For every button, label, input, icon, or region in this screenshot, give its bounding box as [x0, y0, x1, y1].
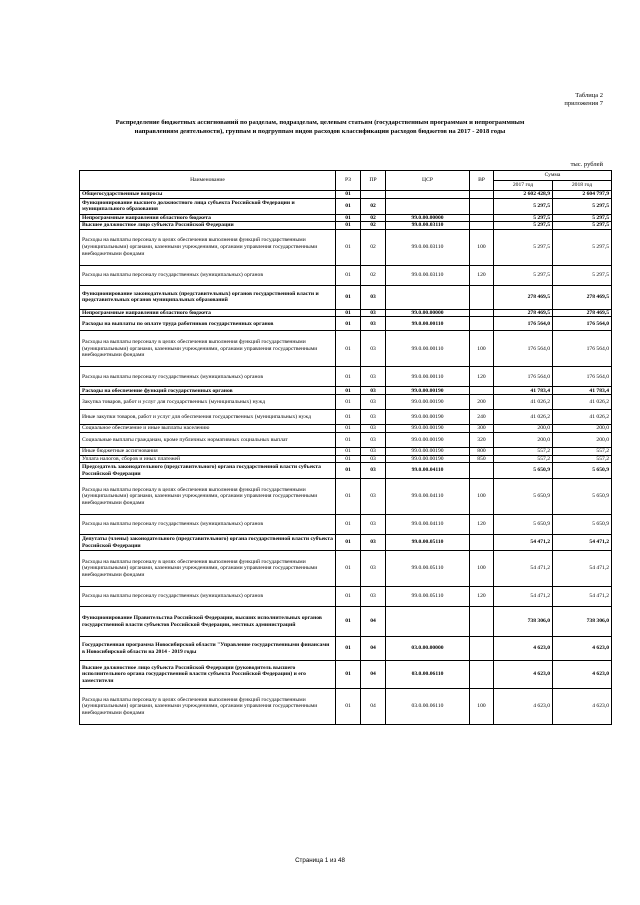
- cell-rz: 01: [336, 515, 361, 535]
- cell-vr: 120: [470, 367, 494, 387]
- cell-rz: 01: [336, 285, 361, 309]
- cell-y1: 738 306,0: [494, 607, 553, 637]
- cell-y2: 557,2: [553, 447, 612, 455]
- cell-csr: 99.0.00.00190: [386, 432, 470, 447]
- table-row: [80, 265, 612, 285]
- cell-vr: 300: [470, 425, 494, 433]
- cell-name: Высшее должностное лицо субъекта Российской Федерации: [80, 222, 336, 230]
- cell-y1: 5 297,5: [494, 229, 553, 265]
- cell-rz: 01: [336, 689, 361, 725]
- cell-name: Непрограммные направления областного бюджета: [80, 214, 336, 222]
- table-row: [80, 535, 612, 551]
- cell-rz: 01: [336, 214, 361, 222]
- cell-vr: [470, 309, 494, 317]
- table-row: [80, 479, 612, 515]
- table-row: [80, 395, 612, 410]
- col-header-2018: 2018 год: [553, 181, 612, 191]
- cell-csr: 99.0.00.05110: [386, 551, 470, 587]
- cell-y2: 4 623,0: [553, 637, 612, 661]
- cell-vr: [470, 191, 494, 199]
- cell-pr: 02: [361, 222, 386, 230]
- cell-csr: 99.0.00.00190: [386, 425, 470, 433]
- cell-y2: 176 564,0: [553, 331, 612, 367]
- cell-csr: 99.0.00.00190: [386, 387, 470, 395]
- cell-rz: 01: [336, 425, 361, 433]
- cell-rz: 01: [336, 447, 361, 455]
- cell-rz: 01: [336, 387, 361, 395]
- table-row: [80, 214, 612, 222]
- cell-y1: 4 623,0: [494, 637, 553, 661]
- cell-y1: 54 471,2: [494, 587, 553, 607]
- cell-rz: 01: [336, 265, 361, 285]
- cell-pr: 03: [361, 395, 386, 410]
- cell-name: Закупка товаров, работ и услуг для государственных (муниципальных) нужд: [80, 395, 336, 410]
- cell-vr: 100: [470, 689, 494, 725]
- cell-csr: 99.0.00.00110: [386, 367, 470, 387]
- cell-y2: 5 297,5: [553, 198, 612, 214]
- table-row: [80, 551, 612, 587]
- cell-csr: 99.0.00.05110: [386, 535, 470, 551]
- cell-pr: 02: [361, 198, 386, 214]
- cell-vr: [470, 214, 494, 222]
- cell-vr: 120: [470, 515, 494, 535]
- cell-y1: 200,0: [494, 425, 553, 433]
- cell-name: Расходы на выплаты персоналу в целях обеспечения выполнения функций государственными (муниципальными) органами, казенными учреждениями, органами управления государственными внебюджетными фондами: [80, 689, 336, 725]
- table-body: [80, 191, 612, 725]
- cell-y2: 41 026,2: [553, 395, 612, 410]
- cell-csr: 03.0.00.00000: [386, 637, 470, 661]
- cell-vr: 240: [470, 410, 494, 425]
- cell-y1: 5 297,5: [494, 214, 553, 222]
- cell-rz: 01: [336, 551, 361, 587]
- cell-name: Расходы на выплаты персоналу в целях обеспечения выполнения функций государственными (муниципальными) органами, казенными учреждениями, органами управления государственными внебюджетными фондами: [80, 551, 336, 587]
- cell-y2: 5 297,5: [553, 222, 612, 230]
- cell-csr: 99.0.00.04110: [386, 479, 470, 515]
- cell-y2: 5 297,5: [553, 214, 612, 222]
- cell-rz: 01: [336, 463, 361, 479]
- cell-pr: 03: [361, 535, 386, 551]
- cell-pr: 04: [361, 607, 386, 637]
- table-row: [80, 432, 612, 447]
- cell-name: Расходы на выплаты персоналу государственных (муниципальных) органов: [80, 367, 336, 387]
- cell-name: Высшее должностное лицо субъекта Российской Федерации (руководитель высшего исполнительного органа государственной власти субъекта Российской Федерации) и его заместители: [80, 661, 336, 689]
- cell-pr: 03: [361, 432, 386, 447]
- cell-y2: 176 564,0: [553, 367, 612, 387]
- cell-pr: [361, 191, 386, 199]
- cell-vr: 100: [470, 331, 494, 367]
- cell-y1: 5 297,5: [494, 265, 553, 285]
- cell-csr: 99.0.00.00190: [386, 455, 470, 463]
- cell-csr: 99.0.00.00000: [386, 309, 470, 317]
- cell-y1: 176 564,0: [494, 331, 553, 367]
- cell-y2: 4 623,0: [553, 661, 612, 689]
- cell-y2: 5 650,9: [553, 479, 612, 515]
- cell-name: Депутаты (члены) законодательного (представительного) органа государственной власти субъекта Российской Федерации: [80, 535, 336, 551]
- cell-vr: [470, 535, 494, 551]
- table-row: [80, 463, 612, 479]
- cell-vr: [470, 661, 494, 689]
- cell-y1: 557,2: [494, 455, 553, 463]
- units-label: тыс. рублей: [570, 161, 603, 168]
- cell-csr: 99.0.00.05110: [386, 587, 470, 607]
- cell-name: Расходы на выплаты персоналу в целях обеспечения выполнения функций государственными (муниципальными) органами, казенными учреждениями, органами управления государственными внебюджетными фондами: [80, 331, 336, 367]
- cell-pr: 03: [361, 425, 386, 433]
- cell-name: Расходы на выплаты персоналу государственных (муниципальных) органов: [80, 265, 336, 285]
- cell-y1: 5 650,9: [494, 479, 553, 515]
- table-row: [80, 317, 612, 331]
- col-header-2017: 2017 год: [494, 181, 553, 191]
- cell-y1: 5 650,9: [494, 515, 553, 535]
- cell-csr: [386, 198, 470, 214]
- cell-name: Функционирование Правительства Российской Федерации, высших исполнительных органов государственной власти субъектов Российской Федерации, местных администраций: [80, 607, 336, 637]
- cell-name: Расходы на выплаты персоналу государственных (муниципальных) органов: [80, 587, 336, 607]
- cell-name: Расходы на обеспечение функций государственных органов: [80, 387, 336, 395]
- cell-csr: 99.0.00.00110: [386, 317, 470, 331]
- cell-rz: 01: [336, 479, 361, 515]
- cell-csr: [386, 191, 470, 199]
- cell-y1: 54 471,2: [494, 551, 553, 587]
- cell-vr: 120: [470, 265, 494, 285]
- cell-csr: [386, 607, 470, 637]
- table-row: [80, 587, 612, 607]
- cell-y1: 278 469,5: [494, 309, 553, 317]
- cell-name: Уплата налогов, сборов и иных платежей: [80, 455, 336, 463]
- cell-pr: 03: [361, 447, 386, 455]
- cell-name: Функционирование высшего должностного лица субъекта Российской Федерации и муниципального образования: [80, 198, 336, 214]
- cell-pr: 03: [361, 387, 386, 395]
- table-row: [80, 455, 612, 463]
- cell-y1: 4 623,0: [494, 661, 553, 689]
- cell-pr: 02: [361, 214, 386, 222]
- cell-pr: 03: [361, 285, 386, 309]
- table-row: [80, 661, 612, 689]
- cell-y2: 176 564,0: [553, 317, 612, 331]
- cell-y1: 4 623,0: [494, 689, 553, 725]
- cell-csr: 99.0.00.00110: [386, 331, 470, 367]
- col-header-vr: ВР: [470, 171, 494, 191]
- cell-y2: 41 026,2: [553, 410, 612, 425]
- col-header-csr: ЦСР: [386, 171, 470, 191]
- col-header-pr: ПР: [361, 171, 386, 191]
- table-row: [80, 222, 612, 230]
- cell-y2: 2 604 797,9: [553, 191, 612, 199]
- table-row: [80, 425, 612, 433]
- cell-rz: 01: [336, 432, 361, 447]
- cell-name: Общегосударственные вопросы: [80, 191, 336, 199]
- cell-y1: 5 650,9: [494, 463, 553, 479]
- cell-rz: 01: [336, 410, 361, 425]
- cell-y1: 41 026,2: [494, 395, 553, 410]
- cell-csr: 99.0.00.00190: [386, 410, 470, 425]
- cell-y1: 278 469,5: [494, 285, 553, 309]
- cell-vr: 100: [470, 479, 494, 515]
- cell-rz: 01: [336, 395, 361, 410]
- cell-pr: 03: [361, 331, 386, 367]
- cell-name: Расходы на выплаты персоналу государственных (муниципальных) органов: [80, 515, 336, 535]
- table-row: [80, 229, 612, 265]
- cell-csr: 99.0.00.00190: [386, 395, 470, 410]
- cell-csr: 99.0.00.03110: [386, 222, 470, 230]
- cell-y1: 41 026,2: [494, 410, 553, 425]
- table-row: [80, 387, 612, 395]
- cell-pr: 04: [361, 689, 386, 725]
- table-row: [80, 309, 612, 317]
- cell-rz: 01: [336, 661, 361, 689]
- cell-csr: 03.0.00.06110: [386, 661, 470, 689]
- cell-rz: 01: [336, 222, 361, 230]
- cell-name: Иные бюджетные ассигнования: [80, 447, 336, 455]
- cell-vr: [470, 317, 494, 331]
- table-row: [80, 198, 612, 214]
- cell-vr: [470, 222, 494, 230]
- cell-vr: [470, 607, 494, 637]
- cell-y2: 5 650,9: [553, 463, 612, 479]
- cell-vr: [470, 285, 494, 309]
- page-number: Страница 1 из 48: [295, 857, 345, 864]
- cell-vr: 100: [470, 229, 494, 265]
- cell-pr: 04: [361, 661, 386, 689]
- cell-y2: 54 471,2: [553, 535, 612, 551]
- cell-y1: 5 297,5: [494, 198, 553, 214]
- cell-y2: 738 306,0: [553, 607, 612, 637]
- cell-vr: [470, 387, 494, 395]
- col-header-name: Наименование: [80, 171, 336, 191]
- cell-name: Расходы на выплаты персоналу в целях обеспечения выполнения функций государственными (муниципальными) органами, казенными учреждениями, органами управления государственными внебюджетными фондами: [80, 479, 336, 515]
- cell-y1: 54 471,2: [494, 535, 553, 551]
- cell-csr: 99.0.00.00190: [386, 447, 470, 455]
- cell-y2: 200,0: [553, 432, 612, 447]
- cell-y2: 5 650,9: [553, 515, 612, 535]
- cell-rz: 01: [336, 198, 361, 214]
- col-header-rz: РЗ: [336, 171, 361, 191]
- cell-name: Функционирование законодательных (представительных) органов государственной власти и представительных органов муниципальных образований: [80, 285, 336, 309]
- cell-csr: [386, 285, 470, 309]
- cell-vr: 850: [470, 455, 494, 463]
- cell-csr: 99.0.00.00000: [386, 214, 470, 222]
- cell-name: Председатель законодательного (представительного) органа государственной власти субъекта Российской Федерации: [80, 463, 336, 479]
- cell-y2: 5 297,5: [553, 229, 612, 265]
- table-row: [80, 689, 612, 725]
- cell-name: Непрограммные направления областного бюджета: [80, 309, 336, 317]
- cell-name: Расходы на выплаты по оплате труда работников государственных органов: [80, 317, 336, 331]
- cell-pr: 03: [361, 551, 386, 587]
- cell-vr: [470, 637, 494, 661]
- cell-name: Иные закупки товаров, работ и услуг для обеспечения государственных (муниципальных) нужд: [80, 410, 336, 425]
- table-row: [80, 447, 612, 455]
- col-header-sum: Сумма: [494, 171, 612, 181]
- cell-y1: 176 564,0: [494, 367, 553, 387]
- table-row: [80, 367, 612, 387]
- cell-vr: 100: [470, 551, 494, 587]
- cell-y2: 4 623,0: [553, 689, 612, 725]
- cell-csr: 03.0.00.06110: [386, 689, 470, 725]
- cell-name: Социальное обеспечение и иные выплаты населению: [80, 425, 336, 433]
- cell-pr: 02: [361, 229, 386, 265]
- cell-y2: 278 469,5: [553, 309, 612, 317]
- cell-csr: 99.0.00.04110: [386, 515, 470, 535]
- table-row: [80, 191, 612, 199]
- cell-csr: 99.0.00.03110: [386, 265, 470, 285]
- cell-rz: 01: [336, 637, 361, 661]
- cell-pr: 03: [361, 367, 386, 387]
- cell-rz: 01: [336, 309, 361, 317]
- cell-rz: 01: [336, 455, 361, 463]
- cell-pr: 03: [361, 587, 386, 607]
- cell-y2: 200,0: [553, 425, 612, 433]
- budget-table: [79, 170, 612, 725]
- cell-pr: 04: [361, 637, 386, 661]
- cell-name: Государственная программа Новосибирской области "Управление государственными финансами в Новосибирской области на 2014 - 2019 годы: [80, 637, 336, 661]
- cell-pr: 03: [361, 463, 386, 479]
- cell-vr: [470, 198, 494, 214]
- table-row: [80, 515, 612, 535]
- cell-rz: 01: [336, 331, 361, 367]
- cell-rz: 01: [336, 587, 361, 607]
- cell-vr: 320: [470, 432, 494, 447]
- table-row: [80, 331, 612, 367]
- cell-y1: 557,2: [494, 447, 553, 455]
- cell-pr: 03: [361, 317, 386, 331]
- cell-pr: 03: [361, 479, 386, 515]
- cell-rz: 01: [336, 229, 361, 265]
- table-label: Таблица 2: [575, 92, 603, 99]
- table-row: [80, 285, 612, 309]
- cell-y2: 5 297,5: [553, 265, 612, 285]
- table-row: [80, 607, 612, 637]
- cell-y1: 200,0: [494, 432, 553, 447]
- cell-rz: 01: [336, 535, 361, 551]
- cell-vr: [470, 463, 494, 479]
- cell-rz: 01: [336, 607, 361, 637]
- cell-y2: 278 469,5: [553, 285, 612, 309]
- cell-pr: 03: [361, 455, 386, 463]
- cell-name: Расходы на выплаты персоналу в целях обеспечения выполнения функций государственными (муниципальными) органами, казенными учреждениями, органами управления государственными внебюджетными фондами: [80, 229, 336, 265]
- cell-vr: 200: [470, 395, 494, 410]
- cell-y2: 557,2: [553, 455, 612, 463]
- table-row: [80, 637, 612, 661]
- cell-y2: 54 471,2: [553, 551, 612, 587]
- cell-csr: 99.0.00.03110: [386, 229, 470, 265]
- cell-rz: 01: [336, 191, 361, 199]
- cell-y1: 176 564,0: [494, 317, 553, 331]
- cell-vr: 120: [470, 587, 494, 607]
- cell-y1: 41 783,4: [494, 387, 553, 395]
- cell-rz: 01: [336, 317, 361, 331]
- cell-csr: 99.0.00.04110: [386, 463, 470, 479]
- cell-y2: 41 783,4: [553, 387, 612, 395]
- cell-pr: 03: [361, 515, 386, 535]
- cell-rz: 01: [336, 367, 361, 387]
- cell-vr: 800: [470, 447, 494, 455]
- cell-name: Социальные выплаты гражданам, кроме публичных нормативных социальных выплат: [80, 432, 336, 447]
- cell-pr: 03: [361, 309, 386, 317]
- appendix-label: приложения 7: [564, 100, 603, 107]
- cell-y2: 54 471,2: [553, 587, 612, 607]
- cell-y1: 2 602 428,9: [494, 191, 553, 199]
- header-right: [564, 92, 603, 108]
- cell-pr: 02: [361, 265, 386, 285]
- cell-pr: 03: [361, 410, 386, 425]
- document-title: Распределение бюджетных ассигнований по разделам, подразделам, целевым статьям (государственным программам и непрограммным направлениям деятельности), группам и подгруппам видов расходов классификации расходов бюджетов на 2017 - 2018 годы: [115, 119, 525, 135]
- cell-y1: 5 297,5: [494, 222, 553, 230]
- table-row: [80, 410, 612, 425]
